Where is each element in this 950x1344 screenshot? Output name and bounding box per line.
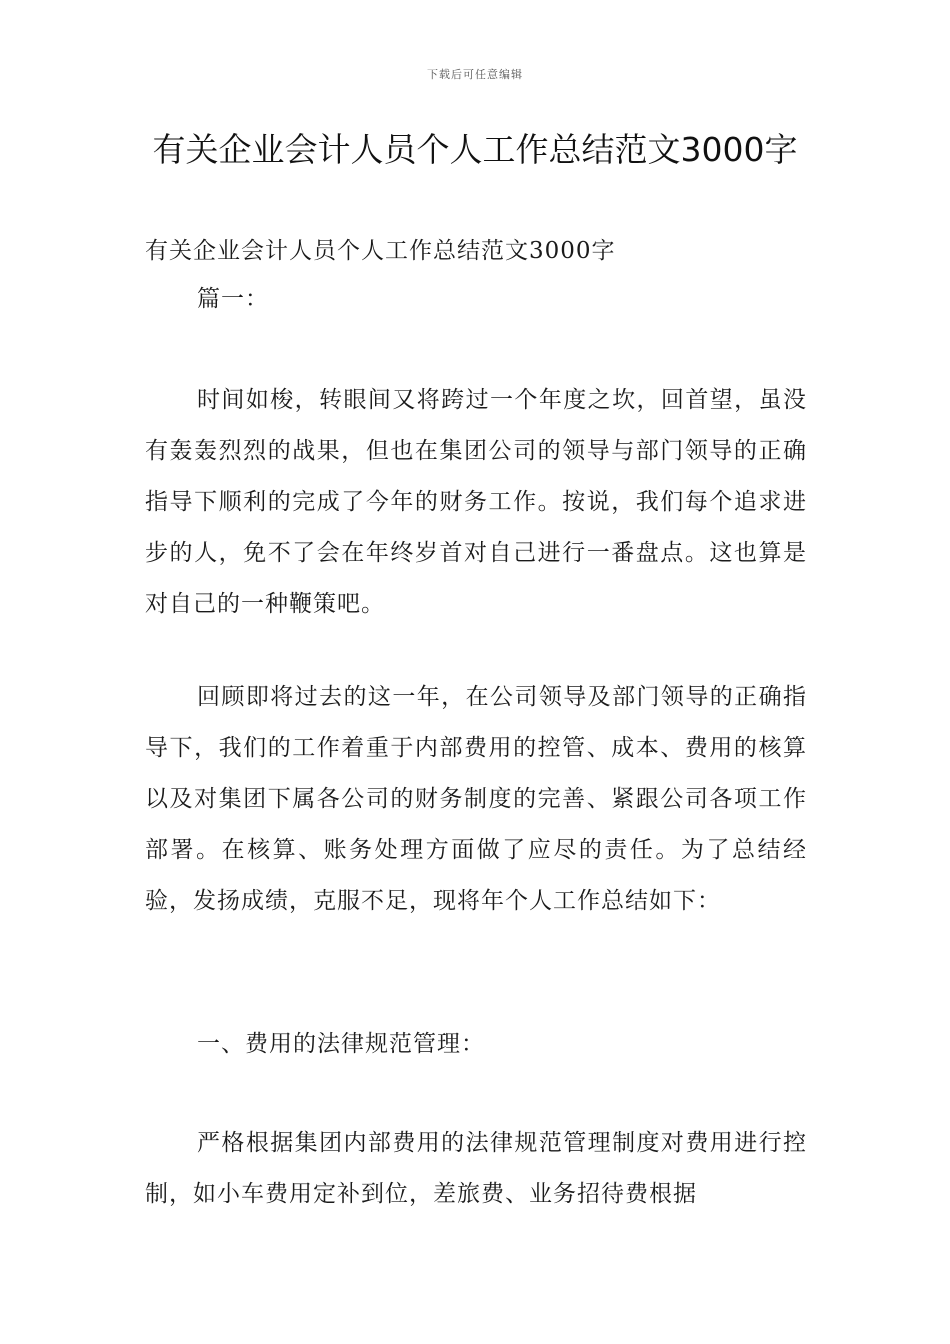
document-title: 有关企业会计人员个人工作总结范文3000字 [152,130,798,169]
section-label: 篇一： [197,286,269,312]
document-subtitle: 有关企业会计人员个人工作总结范文3000字 [145,238,616,264]
paragraph-2: 回顾即将过去的这一年，在公司领导及部门领导的正确指导下，我们的工作着重于内部费用的控管、成本、费用的核算以及对集团下属各公司的财务制度的完善、紧跟公司各项工作部署。在核算、账务处理方面做了应尽的责任。为了总结经验，发扬成绩，克服不足，现将年个人工作总结如下： [145,684,807,914]
paragraph-3: 严格根据集团内部费用的法律规范管理制度对费用进行控制，如小车费用定补到位，差旅费、业务招待费根据 [145,1130,807,1207]
header-note: 下载后可任意编辑 [427,68,523,81]
paragraph-1: 时间如梭，转眼间又将跨过一个年度之坎，回首望，虽没有轰轰烈烈的战果，但也在集团公司的领导与部门领导的正确指导下顺利的完成了今年的财务工作。按说，我们每个追求进步的人，免不了会在年终岁首对自己进行一番盘点。这也算是对自己的一种鞭策吧。 [145,387,807,617]
section-heading-1: 一、费用的法律规范管理： [197,1031,485,1057]
